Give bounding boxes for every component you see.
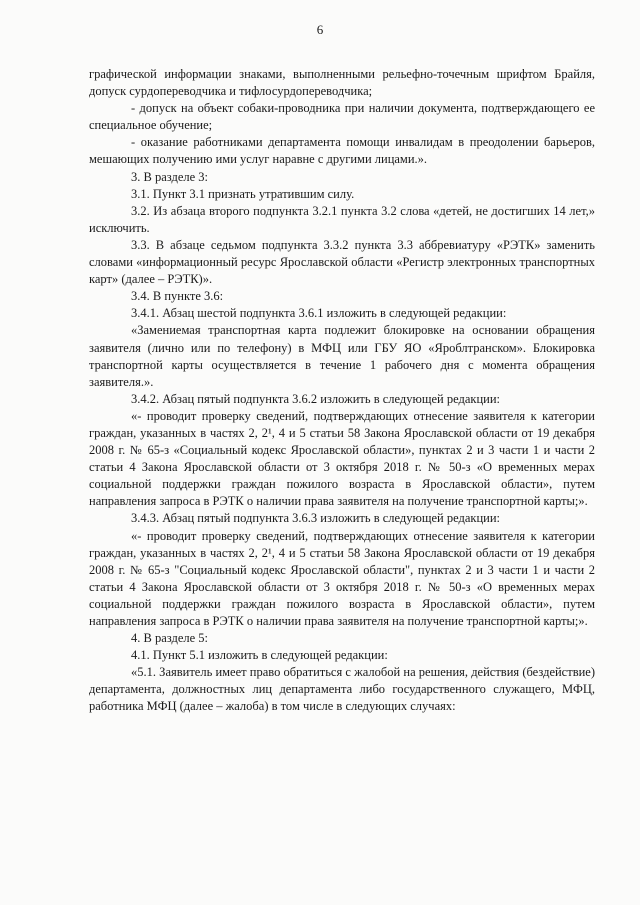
paragraph: «- проводит проверку сведений, подтверждающих отнесение заявителя к категории граждан, указанных в частях 2, 2¹, 4 и 5 статьи 58 Закона Ярославской области от 19 декабря 2008 г. № 65-з «Социальный кодекс Ярославской области», пунктах 2 и 3 части 1 и части 2 статьи 4 Закона Ярославской области от 3 октября 2018 г. № 50-з «О временных мерах социальной поддержки граждан пожилого возраста в Ярославской области», путем направления запроса в РЭТК о наличии права заявителя на получение транспортной карты;». — [89, 408, 595, 509]
paragraph: 3.3. В абзаце седьмом подпункта 3.3.2 пункта 3.3 аббревиатуру «РЭТК» заменить словами «информационный ресурс Ярославской области «Регистр электронных транспортных карт» (далее – РЭТК)». — [89, 237, 595, 287]
paragraph: 3.4.1. Абзац шестой подпункта 3.6.1 изложить в следующей редакции: — [131, 306, 507, 321]
paragraph: - оказание работниками департамента помощи инвалидам в преодолении барьеров, мешающих получению ими услуг наравне с другими лицами.». — [89, 135, 595, 167]
page-number: 6 — [316, 22, 324, 37]
paragraph: - допуск на объект собаки-проводника при наличии документа, подтверждающего ее специальное обучение; — [89, 101, 595, 133]
paragraph: 3.4.2. Абзац пятый подпункта 3.6.2 изложить в следующей редакции: — [131, 391, 501, 406]
paragraph: «Замениемая транспортная карта подлежит блокировке на основании обращения заявителя (лично или по телефону) в МФЦ или ГБУ ЯО «Яроблтранском». Блокировка транспортной карты осуществляется в течение 1 рабочего дня с момента обращения заявителя.». — [89, 323, 595, 389]
paragraph: 3.2. Из абзаца второго подпункта 3.2.1 пункта 3.2 слова «детей, не достигших 14 лет,» исключить. — [89, 203, 595, 235]
paragraph: 3.4.3. Абзац пятый подпункта 3.6.3 изложить в следующей редакции: — [131, 511, 501, 526]
document-body — [89, 66, 595, 716]
paragraph: «- проводит проверку сведений, подтверждающих отнесение заявителя к категории граждан, указанных в частях 2, 2¹, 4 и 5 статьи 58 Закона Ярославской области от 19 декабря 2008 г. № 65-з "Социальный кодекс Ярославской области", пунктах 2 и 3 части 1 и части 2 статьи 4 Закона Ярославской области от 3 октября 2018 г. № 50-з «О временных мерах социальной поддержки граждан пожилого возраста в Ярославской области», путем направления запроса в РЭТК о наличии права заявителя на получение транспортной карты;». — [89, 528, 595, 628]
paragraph: 4.1. Пункт 5.1 изложить в следующей редакции: — [131, 648, 388, 663]
paragraph: 3.4. В пункте 3.6: — [131, 289, 224, 304]
paragraph: 3.1. Пункт 3.1 признать утратившим силу. — [131, 186, 355, 201]
paragraph: 3. В разделе 3: — [131, 169, 209, 184]
paragraph: 4. В разделе 5: — [131, 631, 209, 646]
paragraph: «5.1. Заявитель имеет право обратиться с жалобой на решения, действия (бездействие) департамента, должностных лиц департамента либо государственного служащего, МФЦ, работника МФЦ (далее – жалоба) в том числе в следующих случаях: — [89, 665, 595, 714]
paragraph: графической информации знаками, выполненными рельефно-точечным шрифтом Брайля, допуск сурдопереводчика и тифлосурдопереводчика; — [89, 67, 595, 99]
